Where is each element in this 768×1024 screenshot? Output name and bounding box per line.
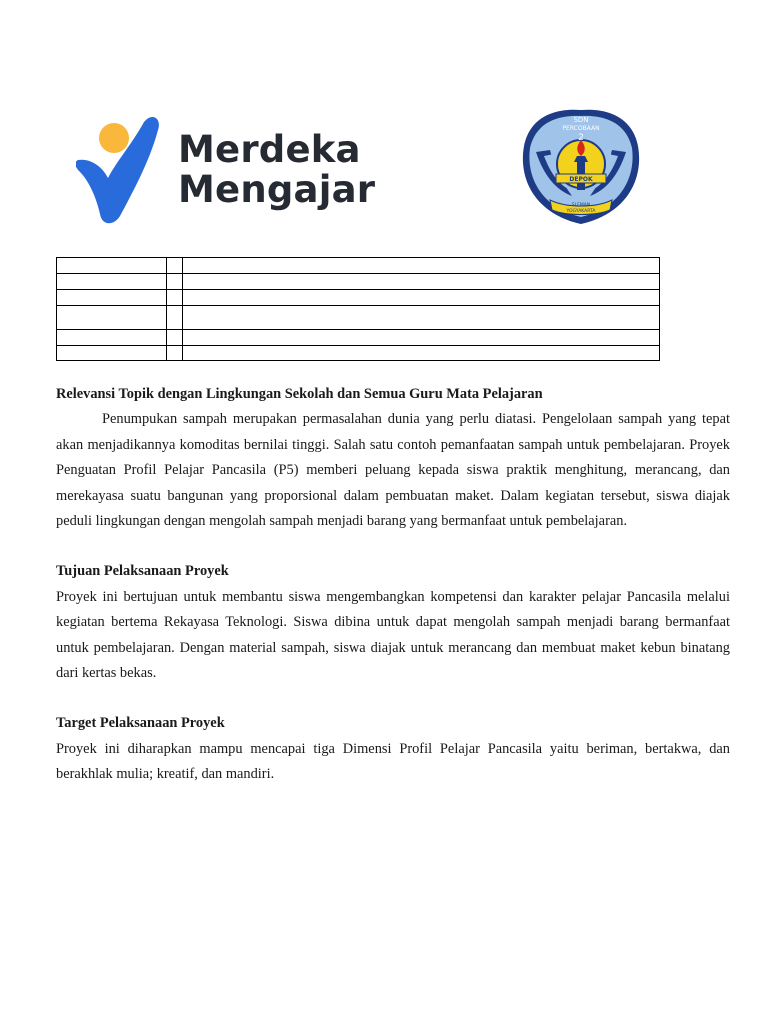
table-cell-value [183,290,660,306]
emblem-arc-text: PERCOBAAN [562,125,600,132]
table-cell-separator [167,290,183,306]
section-heading-target: Target Pelaksanaan Proyek [56,715,225,732]
section-body-target: Proyek ini diharapkan mampu mencapai tiga Dimensi Profil Pelajar Pancasila yaitu beriman, bertakwa, dan berakhlak mulia; kreatif, dan mandiri. [56,740,730,783]
table-cell-value [183,346,660,361]
table-cell-separator [167,306,183,330]
table-cell-label [57,290,167,306]
emblem-bottom-text: YOGYAKARTA [566,209,596,214]
emblem-top-text: SDN [573,116,589,124]
table-cell-label [57,258,167,274]
table-row [57,290,660,306]
table-row [57,306,660,330]
table-cell-separator [167,258,183,274]
table-cell-separator [167,330,183,346]
merdeka-mengajar-logo [76,114,386,226]
section-body-tujuan: Proyek ini bertujuan untuk membantu siswa mengembangkan kompetensi dan karakter pelajar Pancasila melalui kegiatan bertema Rekayasa Teknologi. Siswa dibina untuk dapat mengolah sampah menjadi barang bermanfaat untuk pembelajaran. Dengan material sampah, siswa diajak untuk merancang dan membuat maket kebun binatang dari kertas bekas. [56,588,730,682]
wordmark-line-2: Mengajar [178,168,376,211]
table-cell-value [183,258,660,274]
table-cell-label [57,274,167,290]
table-row [57,330,660,346]
wordmark-line-1: Merdeka [178,128,361,171]
table-cell-label [57,306,167,330]
table-row [57,346,660,361]
table-cell-separator [167,274,183,290]
table-cell-label [57,346,167,361]
emblem-banner-text: DEPOK [569,176,593,183]
table-cell-value [183,274,660,290]
section-spacer [56,686,730,711]
table-cell-separator [167,346,183,361]
merdeka-mengajar-wordmark [178,130,375,210]
table-cell-value [183,330,660,346]
school-emblem-logo [516,106,646,228]
table-cell-label [57,330,167,346]
table-row [57,258,660,274]
section-spacer [56,534,730,559]
merdeka-mengajar-figure-icon [76,114,168,226]
school-emblem-icon [516,106,646,228]
section-heading-tujuan: Tujuan Pelaksanaan Proyek [56,563,229,580]
document-body [56,382,730,788]
table-row [57,274,660,290]
emblem-lower-text: SLEMAN [571,203,591,208]
project-info-table [56,257,660,361]
table-cell-value [183,306,660,330]
section-heading-relevansi: Relevansi Topik dengan Lingkungan Sekolah dan Semua Guru Mata Pelajaran [56,386,543,402]
emblem-number: 2 [578,133,584,143]
section-body-relevansi: Penumpukan sampah merupakan permasalahan dunia yang perlu diatasi. Pengelolaan sampah yang tepat akan menjadikannya komoditas bernilai tinggi. Salah satu contoh pemanfaatan sampah untuk pembelajaran. Proyek Penguatan Profil Pelajar Pancasila (P5) memberi peluang kepada siswa praktik menghitung, merancang, dan merekayasa suatu bangunan yang proporsional dalam pembuatan maket. Dalam kegiatan tersebut, siswa diajak peduli lingkungan dengan mengolah sampah menjadi barang yang bermanfaat untuk pembelajaran. [56,411,730,530]
